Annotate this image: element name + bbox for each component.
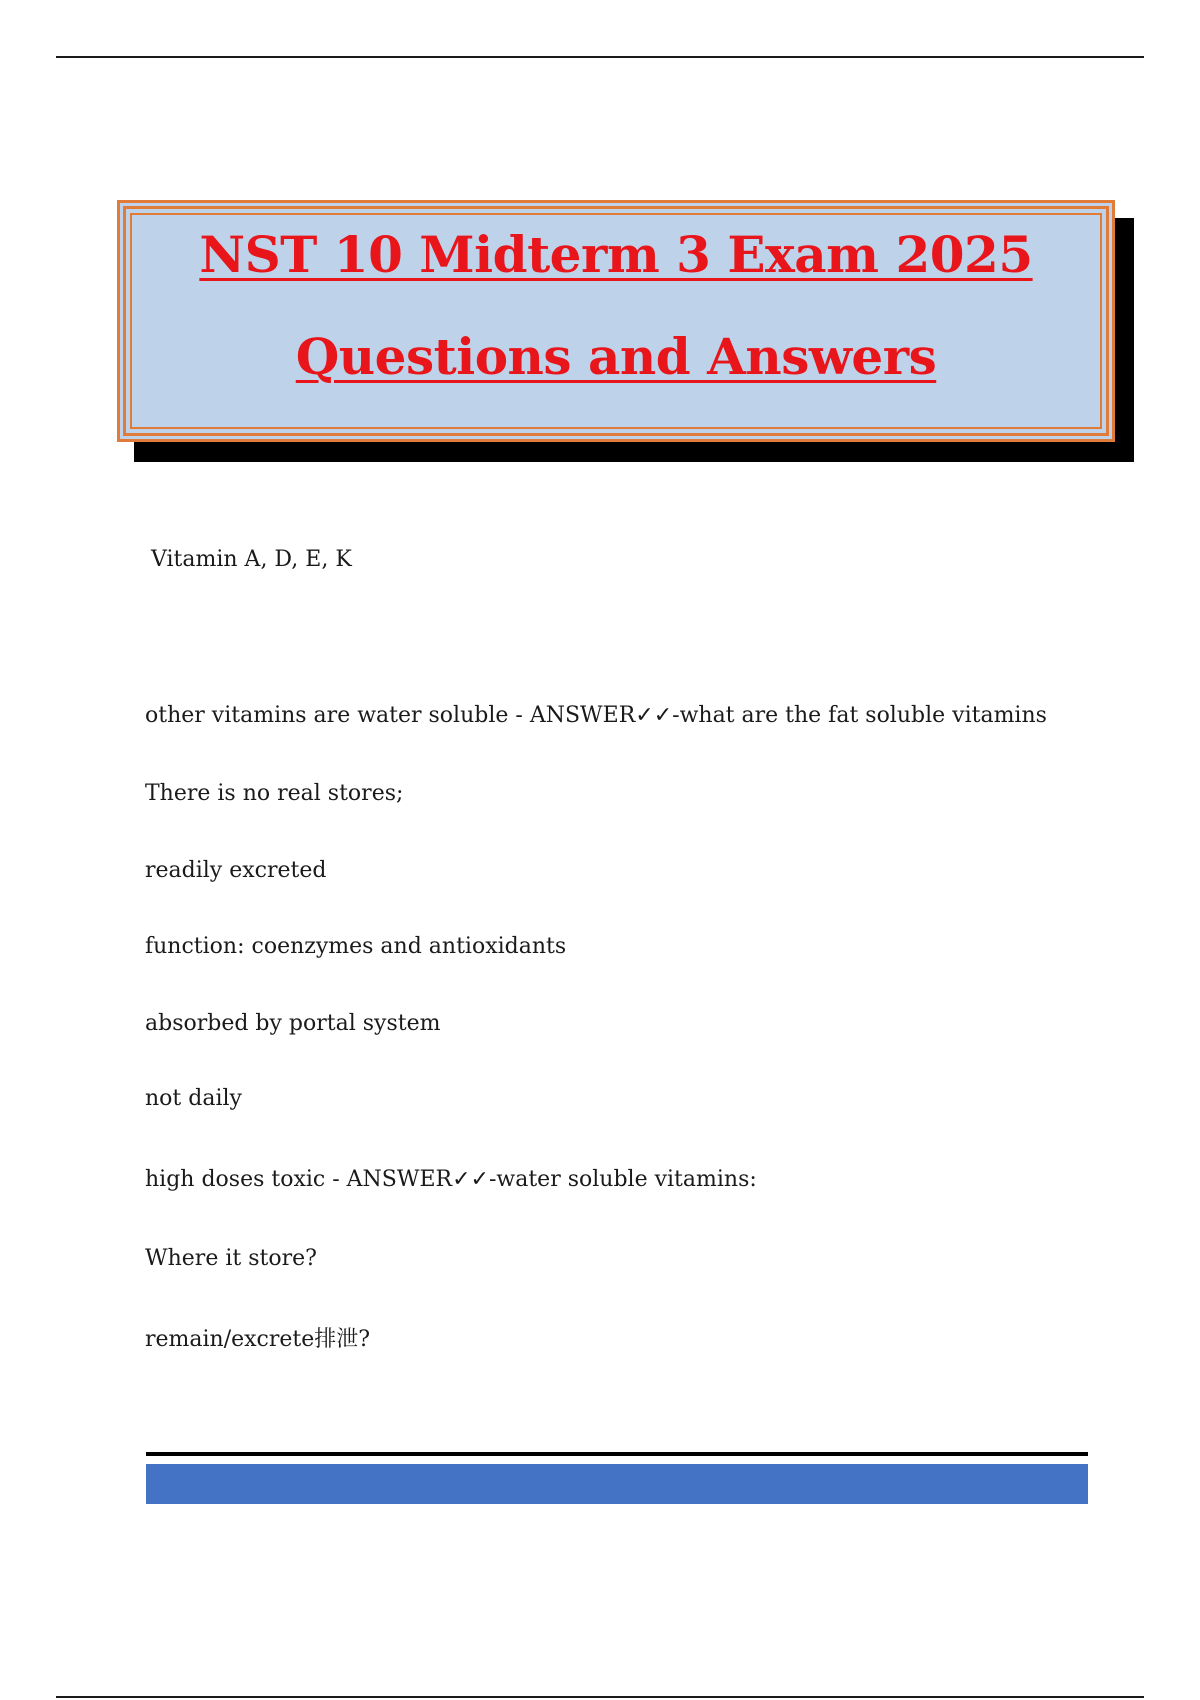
title-banner xyxy=(117,200,1115,442)
footer-bar xyxy=(146,1464,1088,1504)
qa-line: Vitamin A, D, E, K xyxy=(151,547,352,572)
qa-line: Where it store? xyxy=(145,1246,317,1271)
top-rule xyxy=(56,56,1144,58)
bottom-rule xyxy=(56,1696,1144,1698)
document-title-line-2: Questions and Answers xyxy=(295,327,937,386)
qa-line: absorbed by portal system xyxy=(145,1011,441,1036)
qa-line: not daily xyxy=(145,1086,242,1111)
qa-line: readily excreted xyxy=(145,858,327,883)
qa-line: remain/excrete排泄? xyxy=(145,1327,371,1352)
document-title-line-1: NST 10 Midterm 3 Exam 2025 xyxy=(199,225,1033,284)
qa-line: function: coenzymes and antioxidants xyxy=(145,934,567,959)
qa-line: There is no real stores; xyxy=(145,781,404,806)
footer-rule xyxy=(146,1452,1088,1456)
qa-line: high doses toxic - ANSWER✓✓-water soluble vitamins: xyxy=(145,1167,757,1192)
qa-line: other vitamins are water soluble - ANSWER✓✓-what are the fat soluble vitamins xyxy=(145,703,1047,728)
